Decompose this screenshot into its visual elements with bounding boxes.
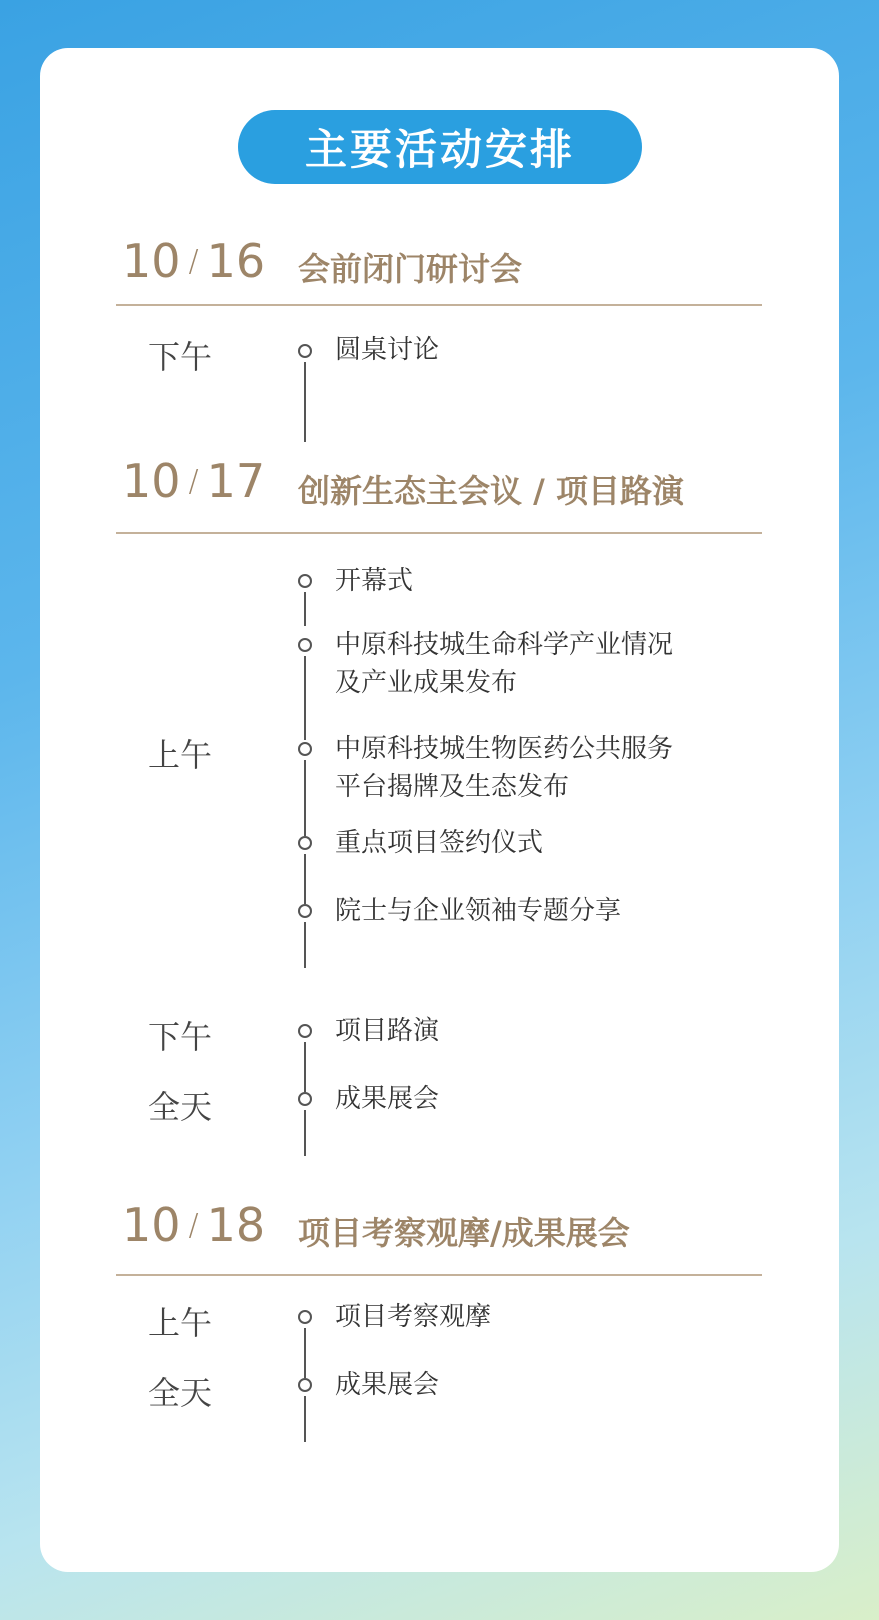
timeline-line xyxy=(304,362,306,442)
divider xyxy=(116,304,762,306)
date-slash: / xyxy=(188,464,199,499)
date-slash: / xyxy=(188,244,199,279)
timeline-dot xyxy=(298,574,312,588)
date-day: 18 xyxy=(206,1198,266,1252)
timeline-line xyxy=(304,1396,306,1442)
agenda-item: 项目考察观摩 xyxy=(335,1302,492,1332)
divider xyxy=(116,532,762,534)
page-title: 主要活动安排 xyxy=(238,110,642,184)
timeline-line xyxy=(304,592,306,626)
date-day: 16 xyxy=(206,234,266,288)
timeline-line xyxy=(304,760,306,836)
agenda-item: 重点项目签约仪式 xyxy=(335,828,544,858)
timeline-line xyxy=(304,656,306,740)
timeline-line xyxy=(304,1328,306,1378)
agenda-item: 中原科技城生物医药公共服务 xyxy=(335,734,674,764)
timeline-dot xyxy=(298,344,312,358)
day-title-3: 项目考察观摩/成果展会 xyxy=(298,1214,630,1252)
timeline-dot xyxy=(298,1024,312,1038)
agenda-item: 中原科技城生命科学产业情况 xyxy=(335,630,674,660)
date-10-18 xyxy=(122,1198,265,1252)
timeline-line xyxy=(304,854,306,904)
timeline-line xyxy=(304,922,306,968)
date-10-16 xyxy=(122,234,265,288)
timeline-line xyxy=(304,1110,306,1156)
agenda-item: 成果展会 xyxy=(335,1370,440,1400)
schedule-card xyxy=(40,48,839,1572)
slot-label: 上午 xyxy=(148,736,213,774)
agenda-item: 院士与企业领袖专题分享 xyxy=(335,896,622,926)
timeline-line xyxy=(304,1042,306,1092)
slot-label: 下午 xyxy=(148,338,213,376)
timeline-dot xyxy=(298,1092,312,1106)
date-month: 10 xyxy=(122,234,181,288)
day-title-2: 创新生态主会议 / 项目路演 xyxy=(298,472,684,510)
date-10-17 xyxy=(122,454,265,508)
date-month: 10 xyxy=(122,1198,181,1252)
slot-label: 上午 xyxy=(148,1304,213,1342)
agenda-item: 开幕式 xyxy=(335,566,414,596)
slot-label: 全天 xyxy=(148,1088,213,1126)
timeline-dot xyxy=(298,1310,312,1324)
date-month: 10 xyxy=(122,454,181,508)
timeline-dot xyxy=(298,904,312,918)
agenda-item: 成果展会 xyxy=(335,1084,440,1114)
slot-label: 下午 xyxy=(148,1018,213,1056)
day-title-1: 会前闭门研讨会 xyxy=(298,250,523,288)
timeline-dot xyxy=(298,836,312,850)
timeline-dot xyxy=(298,638,312,652)
timeline-dot xyxy=(298,742,312,756)
agenda-item: 项目路演 xyxy=(335,1016,440,1046)
date-slash: / xyxy=(188,1208,199,1243)
divider xyxy=(116,1274,762,1276)
agenda-item: 圆桌讨论 xyxy=(335,335,440,365)
date-day: 17 xyxy=(206,454,266,508)
timeline-dot xyxy=(298,1378,312,1392)
slot-label: 全天 xyxy=(148,1374,213,1412)
agenda-item: 平台揭牌及生态发布 xyxy=(335,772,570,802)
agenda-item: 及产业成果发布 xyxy=(335,668,518,698)
